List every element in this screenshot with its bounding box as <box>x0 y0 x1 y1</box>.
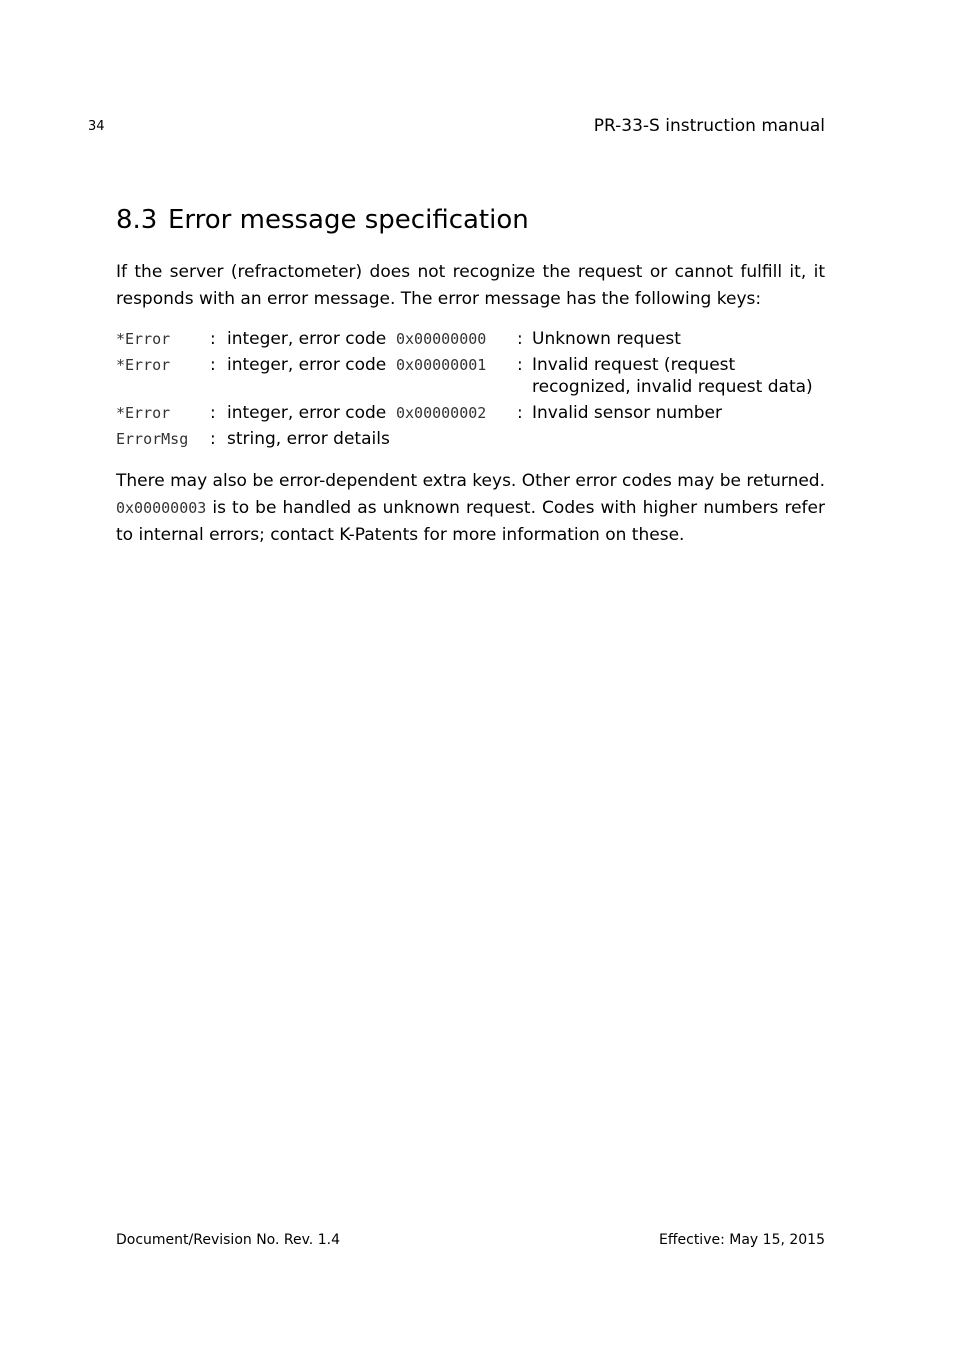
section-title <box>116 205 529 235</box>
table-row <box>116 354 832 402</box>
extra-keys-text-continued: is to be handled as unknown request. Codes with higher numbers refer to internal errors; contact K-Patents for more information on these. <box>116 498 825 545</box>
error-keys-table <box>116 328 832 454</box>
key-type: integer, error code <box>227 403 387 423</box>
key-name: *Error <box>116 330 171 348</box>
extra-keys-paragraph <box>116 468 825 549</box>
table-row <box>116 328 832 354</box>
error-description: Unknown request <box>532 329 681 349</box>
section-number: 8.3 <box>116 205 158 235</box>
key-name: *Error <box>116 404 171 422</box>
error-code: 0x00000001 <box>396 356 487 374</box>
key-separator: : <box>210 429 216 449</box>
key-name: ErrorMsg <box>116 430 189 448</box>
section-title-text: Error message specification <box>168 205 529 235</box>
key-separator: : <box>210 403 216 423</box>
key-separator: : <box>210 355 216 375</box>
table-row <box>116 428 832 454</box>
key-type: integer, error code <box>227 355 387 375</box>
footer-revision: Document/Revision No. Rev. 1.4 <box>116 1232 340 1248</box>
extra-keys-text: There may also be error-dependent extra keys. Other error codes may be returned. <box>116 471 825 491</box>
key-type: string, error details <box>227 429 390 449</box>
table-row <box>116 402 832 428</box>
code-separator: : <box>517 355 523 375</box>
error-code <box>396 428 517 454</box>
key-separator: : <box>210 329 216 349</box>
code-separator <box>517 428 532 454</box>
inline-error-code: 0x00000003 <box>116 499 207 517</box>
error-description <box>532 428 832 454</box>
page-number: 34 <box>88 119 105 134</box>
footer-effective-date: Effective: May 15, 2015 <box>659 1232 825 1248</box>
key-type: integer, error code <box>227 329 387 349</box>
error-code: 0x00000002 <box>396 404 487 422</box>
code-separator: : <box>517 403 523 423</box>
intro-paragraph: If the server (refractometer) does not recognize the request or cannot fulfill it, it responds with an error message. The error message has the following keys: <box>116 262 825 309</box>
running-head: PR-33-S instruction manual <box>593 116 825 136</box>
error-code: 0x00000000 <box>396 330 487 348</box>
error-description: Invalid request (request recognized, invalid request data) <box>532 355 813 397</box>
key-name: *Error <box>116 356 171 374</box>
code-separator: : <box>517 329 523 349</box>
error-description: Invalid sensor number <box>532 403 722 423</box>
